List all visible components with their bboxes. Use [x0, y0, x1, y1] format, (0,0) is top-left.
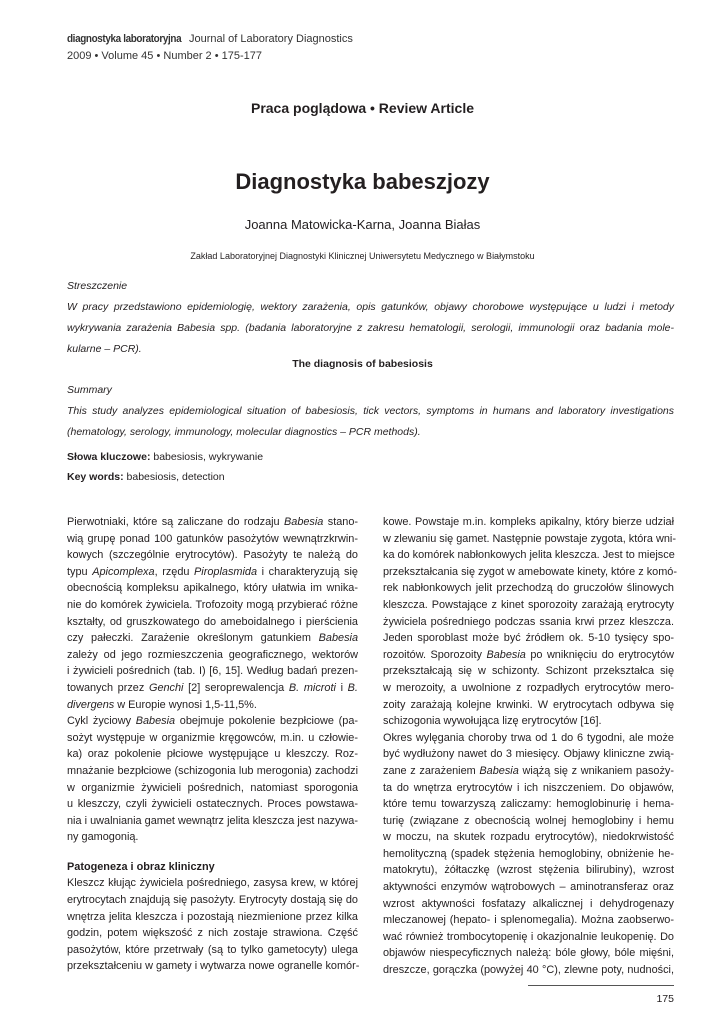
paragraph: [383, 514, 677, 730]
text-line: mleczanowej (hepato- i splenomegalia). Można zaobserwo-: [383, 914, 674, 927]
journal-issue: 2009 • Volume 45 • Number 2 • 175-177: [67, 50, 263, 62]
text-line: rozoitów. Sporozoity Babesia po wniknięciu do erytrocytów: [383, 648, 674, 661]
journal-brand: diagnostyka laboratoryjna: [67, 33, 182, 45]
text-line: przekształceniu w gamety i wytwarza nowe ogranelle komór-: [67, 960, 360, 973]
text-line: Jeden sporoblast może być źródłem ok. 5-10 tysięcy spo-: [383, 632, 674, 645]
text-line: nia i uwalniania gamet wewnątrz jelita kleszcza jest nazywa-: [67, 814, 358, 827]
text-line: zane z zarażeniem Babesia wiążą się z wnikaniem pasoży-: [383, 764, 675, 777]
text-line: aktywności enzymów wątrobowych – aminotransferaz oraz: [383, 881, 674, 894]
abstract-en-text: This study analyzes epidemiological situation of babesiosis, tick vectors, symptoms in humans and laboratory investigations (hematology, serology, immunology, molecular diagnostics – PCR methods).: [67, 405, 674, 438]
article-authors: Joanna Matowicka-Karna, Joanna Białas: [244, 217, 481, 232]
page-number: 175: [656, 993, 674, 1005]
text-line: przekształcają się w schizonty. Schizont przekształca się: [383, 665, 674, 678]
text-line: obecnością kompleksu apikalnego, który ułatwia im wnika-: [67, 582, 358, 595]
footer-rule: [528, 985, 674, 986]
text-line: dreszcze, gorączka (powyżej 40 °C), zlewne poty, nudności,: [383, 964, 674, 977]
paragraph: [67, 875, 358, 975]
text-line: turię (związane z obecnością wolnej hemoglobiny i hemu: [383, 814, 674, 827]
paragraph: [383, 730, 674, 979]
text-line: rek nabłonkowych jelit przechodzą do gruczołów ślinowych: [383, 582, 674, 595]
text-line: Kleszcz kłując żywiciela pośredniego, zasysa krew, w której: [67, 877, 358, 890]
text-line: ny gamogonią.: [67, 831, 139, 844]
text-line: zależy od jego rozmieszczenia geograficznego, wektorów: [67, 648, 358, 661]
text-line: wnętrza jelita kleszcza i pozostają niezmienione przez kilka: [67, 910, 358, 923]
text-line: zoity zarażają kolejne krwinki. W erytrocytach odbywa się: [383, 698, 674, 711]
text-line: które temu towarzyszą zaliczamy: hemoglobinurię i hema-: [383, 798, 674, 811]
paragraph: [67, 713, 358, 846]
text-line: ka do komórek nabłonkowych jelita kleszcza. Jest to miejsce: [383, 549, 675, 562]
journal-name: Journal of Laboratory Diagnostics: [189, 33, 353, 45]
text-line: objawów niespecyficznych należą: bóle głowy, bóle mięśni,: [383, 947, 674, 960]
text-line: divergens w Europie wynosi 1,5-11,5%.: [67, 698, 257, 711]
text-line: Cykl życiowy Babesia obejmuje pokolenie bezpłciowe (pa-: [67, 715, 359, 728]
text-line: typu Apicomplexa, rzędu Piroplasmida i charakteryzują się: [67, 565, 358, 578]
abstract-en: [67, 380, 674, 443]
text-line: w merozoity, a uwolnione z rozpadłych erytrocytów mero-: [383, 681, 674, 694]
abstract-pl-text: W pracy przedstawiono epidemiologię, wektory zarażenia, opis gatunków, objawy chorobowe występujące u ludzi i metody wykrywania zarażenia Babesia spp. (badania laboratoryjne z zakresu hematologii, serologii, immunologii oraz badania mole-kularne – PCR).: [67, 301, 674, 355]
section-heading: Patogeneza i obraz kliniczny: [67, 860, 215, 873]
paragraph: [67, 514, 358, 713]
keywords-pl-label: Słowa kluczowe:: [67, 451, 151, 463]
article-title: Diagnostyka babeszjozy: [235, 169, 490, 194]
text-line: czy pałeczki. Zarażenie określonym gatunkiem Babesia: [67, 632, 358, 645]
article-type: Praca poglądowa • Review Article: [250, 100, 474, 116]
text-line: kleszcza. Powstające z kinet sporozoity zarażają erytrocyty: [383, 598, 674, 611]
english-title: The diagnosis of babesiosis: [292, 358, 433, 370]
text-line: wać również trombocytopenię i okazjonalnie leukopenię. Do: [383, 930, 674, 943]
text-line: w moczu, na skutek rozpadu erytrocytów), niedokrwistość: [383, 831, 674, 844]
text-line: ta do wnętrza erytrocytów i ich niszczeniem. Do objawów,: [383, 781, 674, 794]
text-line: godzin, potem większość z nich zostaje strawiona. Część: [67, 927, 358, 940]
text-line: matokrytu), żółtaczkę (wzrost stężenia bilirubiny), wzrost: [383, 864, 674, 877]
text-line: wzrost aktywności fosfatazy alkalicznej i dehydrogenazy: [383, 897, 674, 910]
keywords-pl: [67, 451, 263, 463]
text-line: u kleszczy, czyli żywicieli ostatecznych. Proces powstawa-: [67, 798, 358, 811]
text-line: sożyt występuje w organizmie kręgowców, m.in. u człowie-: [67, 731, 358, 744]
text-line: żywiciela pośredniego podczas ssania krwi przez kleszcza.: [383, 615, 674, 628]
abstract-en-label: Summary: [67, 384, 112, 396]
keywords-pl-value: babesiosis, wykrywanie: [153, 451, 264, 463]
text-line: schizogonia wywołująca lizę erytrocytów [16].: [383, 715, 602, 728]
keywords-en-label: Key words:: [67, 471, 124, 483]
text-line: towanych przez Genchi [2] seroprewalencja B. microti i B.: [67, 681, 358, 694]
text-line: w zlewaniu się gamet. Następnie powstaje zygota, która wni-: [383, 532, 676, 545]
text-line: w organizmie żywicieli pośrednich, natomiast sporogonia: [67, 781, 358, 794]
text-line: erytrocytach znajdują się pasożyty. Erytrocyty dostają się do: [67, 894, 358, 907]
text-line: kowych (szczególnie erytrocytów). Pasożyty te należą do: [67, 549, 358, 562]
abstract-pl: [67, 276, 674, 360]
journal-header: [67, 31, 353, 65]
text-line: wią grupę ponad 100 gatunków pasożytów wewnątrzkrwin-: [67, 532, 358, 545]
article-affiliation: Zakład Laboratoryjnej Diagnostyki Klinicznej Uniwersytetu Medycznego w Białymstoku: [190, 251, 535, 261]
text-line: ka) oraz pokolenie płciowe występujące u kleszczy. Roz-: [67, 748, 358, 761]
body-column-right: [383, 514, 677, 979]
keywords-en: [67, 471, 225, 483]
text-line: być wydłużony nawet do 3 miesięcy. Objawy kliniczne zwią-: [383, 748, 674, 761]
abstract-pl-label: Streszczenie: [67, 280, 128, 292]
body-column-left: [67, 514, 358, 975]
text-line: hemolityczną (spadek stężenia hemoglobiny, obniżenie he-: [383, 847, 674, 860]
text-line: mnażanie bezpłciowe (schizogonia lub merogonia) zachodzi: [67, 764, 358, 777]
text-line: Pierwotniaki, które są zaliczane do rodzaju Babesia stano-: [67, 516, 359, 528]
text-line: Okres wylęgania choroby trwa od 1 do 6 tygodni, ale może: [383, 731, 674, 744]
keywords-en-value: babesiosis, detection: [126, 471, 225, 483]
text-line: przekształcania się zygot w amebowate kinety, które z komó-: [383, 565, 677, 578]
text-line: nie do komórek żywiciela. Trofozoity mogą przybierać różne: [67, 598, 358, 611]
text-line: kowe. Powstaje m.in. kompleks apikalny, który bierze udział: [383, 516, 674, 528]
text-line: pasożytów, które przetrwały (są to tylko gametocyty) ulega: [67, 943, 358, 956]
text-line: i żywicieli pośrednich (tab. I) [6, 15]. Według badań prezen-: [67, 665, 358, 678]
text-line: kształty, od gruszkowatego do ameboidalnego i pierścienia: [67, 615, 358, 628]
